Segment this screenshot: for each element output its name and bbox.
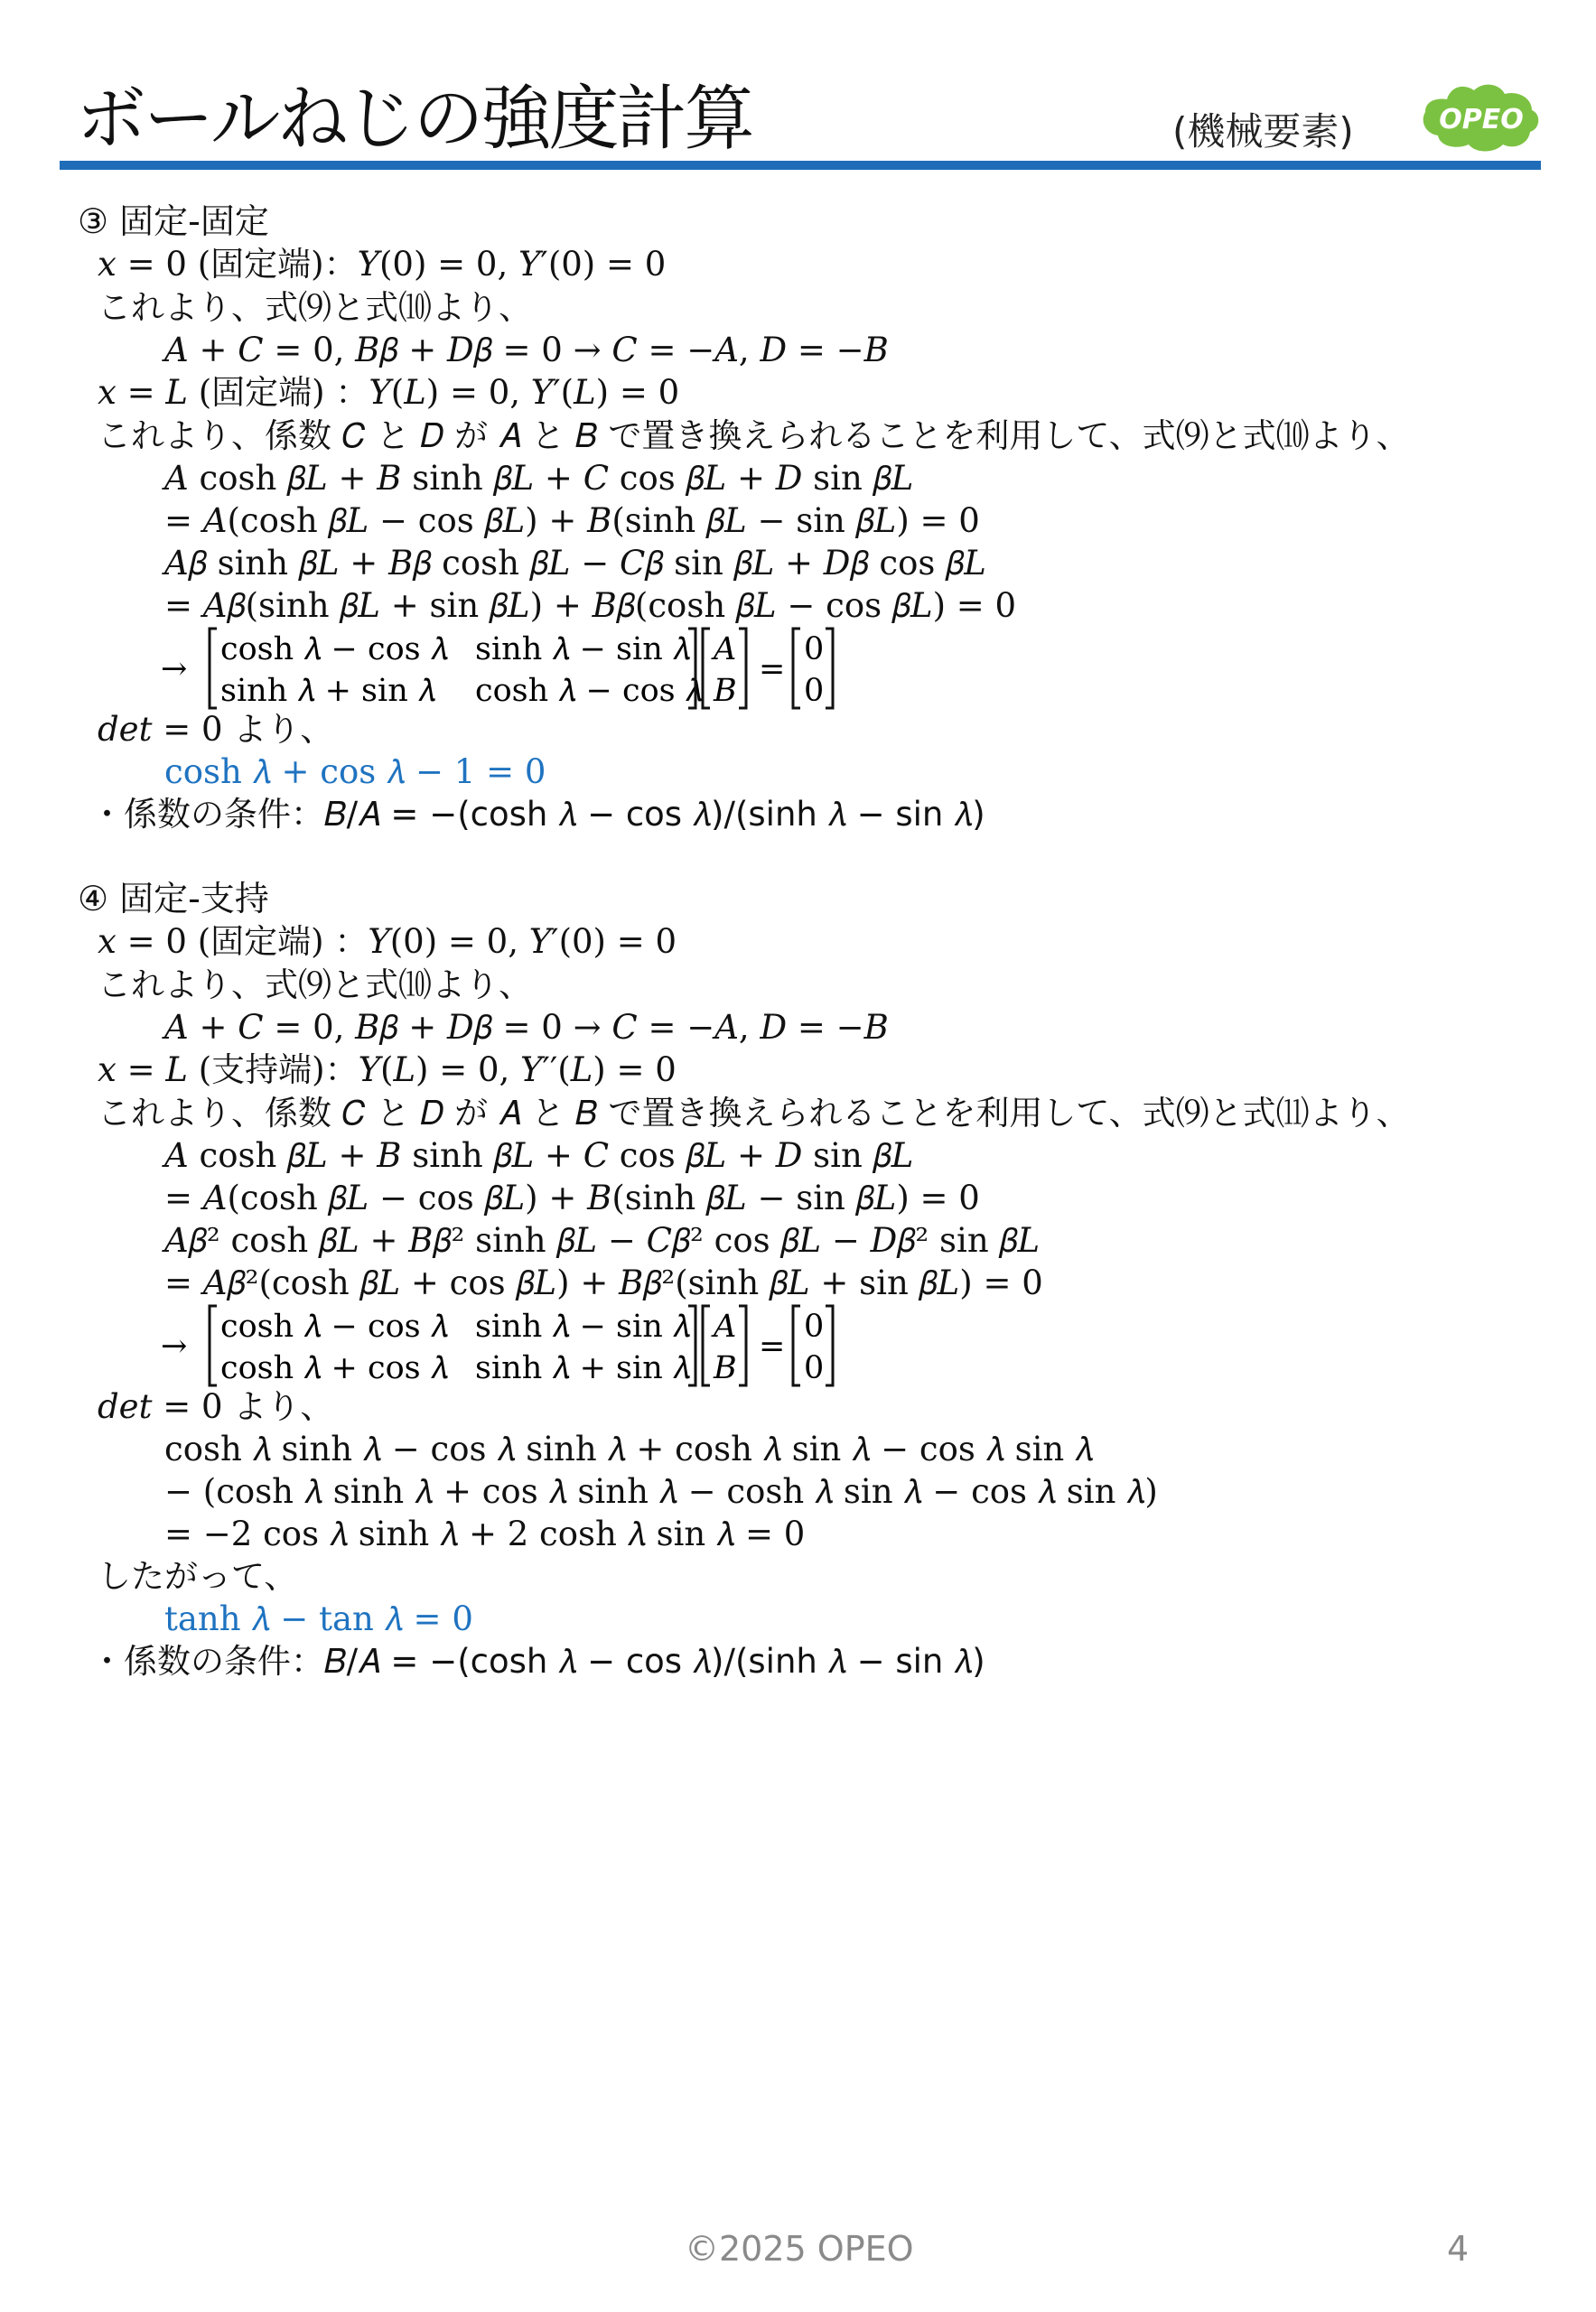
text-line: これより、式⑼と式⑽より、 bbox=[98, 288, 532, 327]
vector-cell: 0 bbox=[804, 631, 825, 667]
vector-cell: 0 bbox=[804, 1309, 825, 1345]
bracket-left bbox=[210, 1306, 217, 1385]
math-line: 𝑥 = 0 (固定端) ：𝑌(0) = 0, 𝑌′(0) = 0 bbox=[98, 922, 677, 961]
math-line: − (cosh 𝜆 sinh 𝜆 + cos 𝜆 sinh 𝜆 − cosh 𝜆 sin 𝜆 − cos 𝜆 sin 𝜆) bbox=[164, 1472, 1158, 1511]
vector-cell: 𝐴 bbox=[714, 1309, 737, 1345]
matrix-cell: cosh 𝜆 − cos 𝜆 bbox=[220, 1309, 448, 1345]
math-line: cosh 𝜆 sinh 𝜆 − cos 𝜆 sinh 𝜆 + cosh 𝜆 sin 𝜆 − cos 𝜆 sin 𝜆 bbox=[164, 1430, 1094, 1468]
bracket-left bbox=[210, 629, 217, 708]
math-line: 𝐴𝛽² cosh 𝛽𝐿 + 𝐵𝛽² sinh 𝛽𝐿 − 𝐶𝛽² cos 𝛽𝐿 − 𝐷𝛽² sin 𝛽𝐿 bbox=[164, 1221, 1041, 1260]
math-line: = 𝐴𝛽²(cosh 𝛽𝐿 + cos 𝛽𝐿) + 𝐵𝛽²(sinh 𝛽𝐿 + sin 𝛽𝐿) = 0 bbox=[164, 1263, 1043, 1302]
det-line: 𝑑𝑒𝑡 = 0 より、 bbox=[98, 710, 334, 749]
matrix-cell: sinh 𝜆 + sin 𝜆 bbox=[475, 1350, 690, 1386]
text-line: したがって、 bbox=[98, 1557, 298, 1596]
section-heading: ③ 固定-固定 bbox=[78, 201, 269, 241]
coefficient-condition: ・係数の条件：𝐵/𝐴 = −(cosh 𝜆 − cos 𝜆)/(sinh 𝜆 − sin 𝜆) bbox=[90, 1642, 985, 1681]
math-line: = −2 cos 𝜆 sinh 𝜆 + 2 cosh 𝜆 sin 𝜆 = 0 bbox=[164, 1515, 806, 1553]
logo-text: OPEO bbox=[1439, 104, 1524, 135]
math-line: 𝐴 + 𝐶 = 0, 𝐵𝛽 + 𝐷𝛽 = 0 → 𝐶 = −𝐴, 𝐷 = −𝐵 bbox=[164, 331, 889, 369]
text-line: これより、係数 𝐶 と 𝐷 が 𝐴 と 𝐵 で置き換えられることを利用して、式⑼と式⑾より、 bbox=[98, 1094, 1410, 1133]
result-equation: tanh 𝜆 − tan 𝜆 = 0 bbox=[164, 1599, 473, 1638]
math-line: = 𝐴𝛽(sinh 𝛽𝐿 + sin 𝛽𝐿) + 𝐵𝛽(cosh 𝛽𝐿 − cos 𝛽𝐿) = 0 bbox=[164, 586, 1017, 625]
math-line: 𝑥 = 0 (固定端)：𝑌(0) = 0, 𝑌′(0) = 0 bbox=[98, 245, 667, 284]
vector-cell: 𝐴 bbox=[714, 631, 737, 667]
vector-cell: 𝐵 bbox=[714, 673, 737, 709]
arrow: → bbox=[161, 651, 188, 687]
bracket-right bbox=[739, 1306, 746, 1385]
math-line: = 𝐴(cosh 𝛽𝐿 − cos 𝛽𝐿) + 𝐵(sinh 𝛽𝐿 − sin 𝛽𝐿) = 0 bbox=[164, 501, 980, 540]
bracket-left bbox=[703, 629, 710, 708]
page-number: 4 bbox=[1447, 2229, 1470, 2269]
vector-cell: 𝐵 bbox=[714, 1350, 737, 1386]
text-line: これより、式⑼と式⑽より、 bbox=[98, 965, 532, 1004]
bracket-right bbox=[826, 629, 833, 708]
opeo-logo bbox=[1416, 78, 1543, 157]
bracket-left bbox=[793, 1306, 800, 1385]
page-title: ボールねじの強度計算 bbox=[76, 79, 752, 160]
bracket-right bbox=[739, 629, 746, 708]
matrix-equation bbox=[161, 1300, 865, 1391]
det-line: 𝑑𝑒𝑡 = 0 より、 bbox=[98, 1387, 334, 1426]
page-subtitle: (機械要素) bbox=[1172, 109, 1354, 154]
math-line: 𝐴 + 𝐶 = 0, 𝐵𝛽 + 𝐷𝛽 = 0 → 𝐶 = −𝐴, 𝐷 = −𝐵 bbox=[164, 1008, 889, 1047]
math-line: 𝑥 = 𝐿 (支持端)：𝑌(𝐿) = 0, 𝑌′′(𝐿) = 0 bbox=[98, 1050, 677, 1089]
vector-cell: 0 bbox=[804, 673, 825, 709]
math-line: 𝐴 cosh 𝛽𝐿 + 𝐵 sinh 𝛽𝐿 + 𝐶 cos 𝛽𝐿 + 𝐷 sin 𝛽𝐿 bbox=[164, 459, 914, 498]
matrix-cell: cosh 𝜆 − cos 𝜆 bbox=[220, 631, 448, 667]
header-rule bbox=[60, 161, 1541, 170]
matrix-cell: cosh 𝜆 − cos 𝜆 bbox=[475, 673, 703, 709]
matrix-cell: sinh 𝜆 − sin 𝜆 bbox=[475, 631, 690, 667]
matrix-cell: sinh 𝜆 − sin 𝜆 bbox=[475, 1309, 690, 1345]
coefficient-condition: ・係数の条件：𝐵/𝐴 = −(cosh 𝜆 − cos 𝜆)/(sinh 𝜆 − sin 𝜆) bbox=[90, 795, 985, 834]
matrix-cell: cosh 𝜆 + cos 𝜆 bbox=[220, 1350, 448, 1386]
result-equation: cosh 𝜆 + cos 𝜆 − 1 = 0 bbox=[164, 752, 546, 791]
math-line: 𝐴𝛽 sinh 𝛽𝐿 + 𝐵𝛽 cosh 𝛽𝐿 − 𝐶𝛽 sin 𝛽𝐿 + 𝐷𝛽 cos 𝛽𝐿 bbox=[164, 544, 986, 583]
math-line: 𝑥 = 𝐿 (固定端) ：𝑌(𝐿) = 0, 𝑌′(𝐿) = 0 bbox=[98, 373, 680, 412]
equals: = bbox=[759, 651, 786, 687]
bracket-left bbox=[703, 1306, 710, 1385]
matrix-equation bbox=[161, 623, 865, 713]
bracket-right bbox=[826, 1306, 833, 1385]
matrix-cell: sinh 𝜆 + sin 𝜆 bbox=[220, 673, 435, 709]
copyright: ©2025 OPEO bbox=[685, 2229, 914, 2269]
bracket-left bbox=[793, 629, 800, 708]
math-line: 𝐴 cosh 𝛽𝐿 + 𝐵 sinh 𝛽𝐿 + 𝐶 cos 𝛽𝐿 + 𝐷 sin 𝛽𝐿 bbox=[164, 1136, 914, 1175]
vector-cell: 0 bbox=[804, 1350, 825, 1386]
equals: = bbox=[759, 1328, 786, 1365]
text-line: これより、係数 𝐶 と 𝐷 が 𝐴 と 𝐵 で置き換えられることを利用して、式⑼と式⑽より、 bbox=[98, 416, 1410, 455]
math-line: = 𝐴(cosh 𝛽𝐿 − cos 𝛽𝐿) + 𝐵(sinh 𝛽𝐿 − sin 𝛽𝐿) = 0 bbox=[164, 1179, 980, 1217]
arrow: → bbox=[161, 1328, 188, 1365]
section-heading: ④ 固定-支持 bbox=[78, 879, 269, 918]
